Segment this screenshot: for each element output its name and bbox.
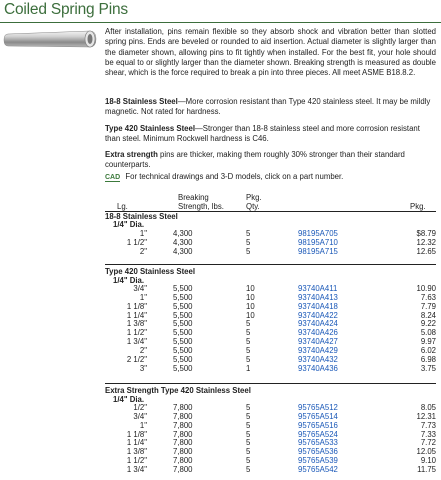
length-cell: 1 3/8"	[126, 447, 147, 457]
length-cell: 1/2"	[133, 403, 147, 412]
part-number-link[interactable]: 95765A536	[298, 447, 338, 457]
table-row	[105, 229, 436, 238]
table-row	[105, 456, 436, 465]
qty-cell: 5	[246, 464, 251, 474]
table-row	[105, 430, 436, 439]
note-420-bold: Type 420 Stainless Steel	[105, 124, 195, 133]
price-cell: $8.79	[416, 229, 436, 238]
strength-cell: 5,500	[173, 319, 193, 329]
qty-cell: 5	[246, 345, 251, 355]
length-cell: 1"	[139, 292, 147, 302]
price-cell: 12.31	[416, 411, 436, 421]
price-cell: 9.97	[420, 337, 436, 347]
qty-cell: 5	[246, 456, 251, 466]
price-cell: 12.32	[416, 237, 436, 247]
price-cell: 6.02	[420, 345, 436, 355]
note-extra-bold: Extra strength	[105, 150, 158, 159]
qty-cell: 5	[246, 328, 251, 338]
price-cell: 8.24	[420, 310, 436, 320]
price-cell: 7.63	[420, 292, 436, 302]
header-strength-line2: Strength, lbs.	[178, 202, 224, 211]
length-cell: 3/4"	[133, 284, 147, 293]
qty-cell: 10	[246, 292, 255, 302]
section-diameter: 1/4" Dia.	[113, 220, 145, 229]
length-cell: 2 1/2"	[126, 354, 147, 364]
price-cell: 9.10	[420, 456, 436, 466]
qty-cell: 5	[246, 337, 251, 347]
part-number-link[interactable]: 93740A432	[298, 354, 338, 364]
header-strength	[178, 193, 224, 211]
part-number-link[interactable]: 95765A542	[298, 464, 338, 474]
strength-cell: 7,800	[173, 429, 193, 439]
section-diameter: 1/4" Dia.	[113, 395, 145, 404]
table-row	[105, 364, 436, 373]
strength-cell: 5,500	[173, 310, 193, 320]
strength-cell: 5,500	[173, 337, 193, 347]
qty-cell: 5	[246, 229, 251, 238]
qty-cell: 5	[246, 447, 251, 457]
qty-cell: 5	[246, 246, 251, 256]
header-length: Lg.	[117, 202, 128, 211]
part-number-link[interactable]: 93740A436	[298, 363, 338, 373]
table-row	[105, 311, 436, 320]
strength-cell: 4,300	[173, 229, 193, 238]
price-cell: 10.90	[416, 284, 436, 293]
strength-cell: 7,800	[173, 420, 193, 430]
table-row	[105, 355, 436, 364]
strength-cell: 7,800	[173, 456, 193, 466]
length-cell: 1 1/4"	[126, 438, 147, 448]
table-row	[105, 247, 436, 256]
table-row	[105, 293, 436, 302]
section-diameter: 1/4" Dia.	[113, 276, 145, 285]
part-number-link[interactable]: 95765A539	[298, 456, 338, 466]
part-number-link[interactable]: 93740A424	[298, 319, 338, 329]
strength-cell: 5,500	[173, 292, 193, 302]
part-number-link[interactable]: 95765A533	[298, 438, 338, 448]
strength-cell: 7,800	[173, 411, 193, 421]
qty-cell: 5	[246, 354, 251, 364]
table-row	[105, 328, 436, 337]
table-row	[105, 337, 436, 346]
header-qty	[246, 193, 262, 211]
length-cell: 1 1/4"	[126, 310, 147, 320]
header-price: Pkg.	[410, 202, 426, 211]
coiled-spring-pin-image	[2, 28, 98, 50]
part-number-link[interactable]: 95765A524	[298, 429, 338, 439]
qty-cell: 10	[246, 284, 255, 293]
length-cell: 1 1/2"	[126, 237, 147, 247]
section-divider	[105, 264, 436, 265]
note-extra-text: pins are thicker, making them roughly 30% stronger than their standard counterparts.	[105, 150, 405, 170]
cad-notice	[105, 172, 343, 181]
part-number-link[interactable]: 93740A426	[298, 328, 338, 338]
part-number-link[interactable]: 93740A422	[298, 310, 338, 320]
table-row	[105, 284, 436, 293]
table-row	[105, 403, 436, 412]
price-cell: 12.05	[416, 447, 436, 457]
table-row	[105, 319, 436, 328]
price-cell: 11.75	[417, 464, 436, 474]
part-number-link[interactable]: 93740A429	[298, 345, 338, 355]
length-cell: 1 1/8"	[126, 301, 147, 311]
part-number-link[interactable]: 95765A512	[298, 403, 338, 412]
length-cell: 1 1/2"	[126, 456, 147, 466]
strength-cell: 5,500	[173, 345, 193, 355]
table-row	[105, 438, 436, 447]
length-cell: 2"	[139, 246, 147, 256]
qty-cell: 5	[246, 319, 251, 329]
strength-cell: 4,300	[173, 246, 193, 256]
length-cell: 1"	[139, 420, 147, 430]
part-number-link[interactable]: 98195A715	[298, 246, 338, 256]
header-strength-line1: Breaking	[178, 193, 209, 202]
note-420	[105, 124, 436, 145]
price-cell: 7.73	[420, 420, 436, 430]
strength-cell: 7,800	[173, 464, 193, 474]
part-number-link[interactable]: 95765A516	[298, 420, 338, 430]
part-number-link[interactable]: 93740A427	[298, 337, 338, 347]
note-18-8	[105, 97, 436, 118]
length-cell: 1 3/4"	[126, 464, 147, 474]
table-row	[105, 238, 436, 247]
length-cell: 3"	[139, 363, 147, 373]
qty-cell: 5	[246, 411, 251, 421]
note-18-8-text: —More corrosion resistant than Type 420 stainless steel. It may be mildly magnetic. Not rated for hardness.	[105, 97, 431, 117]
intro-paragraph: After installation, pins remain flexible so they absorb shock and vibration better than slotted spring pins. Ends are beveled or rounded to aid insertion. Actual diameter is slightly larger than the diameter shown, allowing pins to fit tightly when installed. For the best fit, your hole should be equal to or slightly larger than the diameter shown. Breaking strength is measured as double shear, which is the force required to break a pin into three pieces. All meet ASME B18.8.2.	[105, 27, 436, 78]
strength-cell: 7,800	[173, 403, 193, 412]
price-cell: 9.22	[420, 319, 436, 329]
strength-cell: 7,800	[173, 447, 193, 457]
qty-cell: 1	[246, 363, 251, 373]
qty-cell: 10	[246, 301, 255, 311]
strength-cell: 5,500	[173, 363, 193, 373]
table-row	[105, 302, 436, 311]
strength-cell: 5,500	[173, 284, 193, 293]
price-cell: 5.08	[420, 328, 436, 338]
length-cell: 1 1/8"	[126, 429, 147, 439]
strength-cell: 4,300	[173, 237, 193, 247]
length-cell: 1"	[139, 229, 147, 238]
cad-text: For technical drawings and 3-D models, click on a part number.	[125, 172, 344, 181]
title-divider	[0, 22, 441, 23]
strength-cell: 5,500	[173, 328, 193, 338]
qty-cell: 5	[246, 237, 251, 247]
length-cell: 1 3/8"	[126, 319, 147, 329]
price-cell: 8.05	[420, 403, 436, 412]
section-heading: Type 420 Stainless Steel	[105, 267, 195, 276]
qty-cell: 5	[246, 438, 251, 448]
length-cell: 1 3/4"	[126, 337, 147, 347]
header-qty-line1: Pkg.	[246, 193, 262, 202]
price-cell: 7.79	[420, 301, 436, 311]
page-title: Coiled Spring Pins	[4, 1, 128, 18]
part-number-link[interactable]: 98195A705	[298, 229, 338, 238]
cad-icon: CAD	[105, 174, 121, 181]
table-row	[105, 421, 436, 430]
qty-cell: 5	[246, 420, 251, 430]
note-18-8-bold: 18-8 Stainless Steel	[105, 97, 178, 106]
part-number-link[interactable]: 93740A411	[298, 284, 338, 293]
header-qty-line2: Qty.	[246, 202, 260, 211]
part-number-link[interactable]: 93740A418	[298, 301, 338, 311]
table-row	[105, 447, 436, 456]
qty-cell: 5	[246, 403, 251, 412]
strength-cell: 5,500	[173, 301, 193, 311]
price-cell: 7.33	[420, 429, 436, 439]
part-number-link[interactable]: 95765A514	[298, 411, 338, 421]
price-cell: 7.72	[420, 438, 436, 448]
table-row	[105, 465, 436, 474]
qty-cell: 5	[246, 429, 251, 439]
section-divider	[105, 383, 436, 384]
strength-cell: 7,800	[173, 438, 193, 448]
price-cell: 6.98	[420, 354, 436, 364]
qty-cell: 10	[246, 310, 255, 320]
part-number-link[interactable]: 98195A710	[298, 237, 338, 247]
note-extra	[105, 150, 436, 171]
length-cell: 2"	[139, 345, 147, 355]
price-cell: 3.75	[420, 363, 436, 373]
strength-cell: 5,500	[173, 354, 193, 364]
table-row	[105, 346, 436, 355]
note-420-text: —Stronger than 18-8 stainless steel and more corrosion resistant than steel. Minimum Rockwell hardness is C46.	[105, 124, 420, 144]
length-cell: 1 1/2"	[126, 328, 147, 338]
section-heading: 18-8 Stainless Steel	[105, 212, 178, 221]
price-cell: 12.65	[416, 246, 436, 256]
length-cell: 3/4"	[133, 411, 147, 421]
table-row	[105, 412, 436, 421]
part-number-link[interactable]: 93740A413	[298, 292, 338, 302]
section-heading: Extra Strength Type 420 Stainless Steel	[105, 386, 251, 395]
